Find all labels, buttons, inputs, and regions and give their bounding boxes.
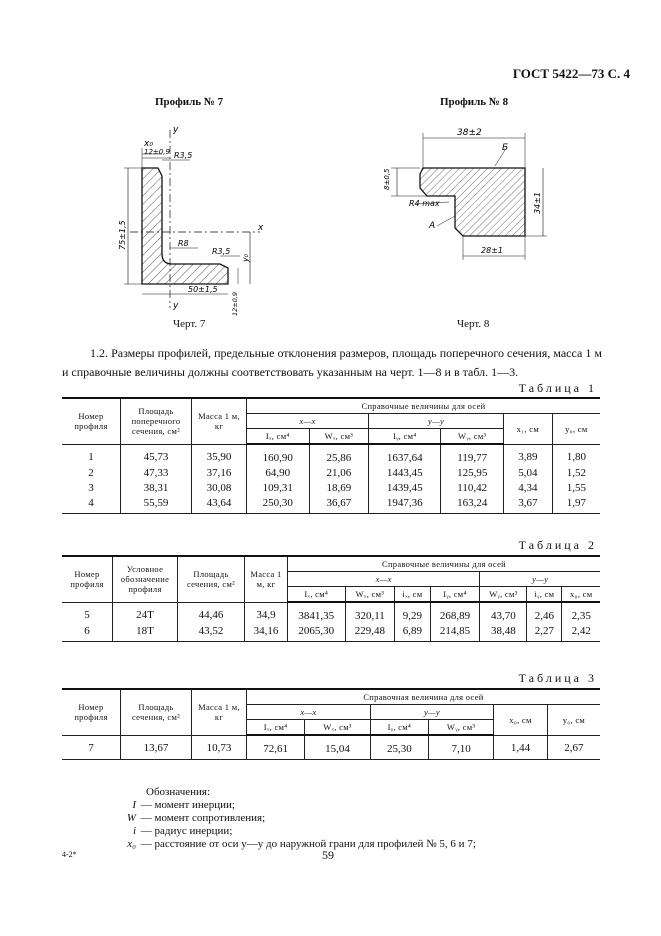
- table-cell: 38,48: [480, 623, 527, 642]
- table-cell: 2,67: [547, 735, 600, 760]
- t2-header-yy: y—y: [480, 572, 600, 587]
- table-cell: 9,29: [395, 602, 430, 623]
- table-cell: 2,35: [562, 602, 600, 623]
- profile-8-radius-label: R4 max: [409, 199, 440, 208]
- profile-7-top-radius: R3,5: [174, 151, 193, 160]
- profile-8-top-dimension: 38±2: [457, 128, 482, 138]
- t1-header-mass: Масса 1 м, кг: [192, 398, 247, 444]
- figure-7-caption: Черт. 7: [173, 318, 206, 330]
- t1-header-wy: Wᵧ, см³: [441, 429, 504, 445]
- profile-7-flange-radius: R3,5: [212, 247, 231, 256]
- t1-header-wx: Wₓ, см³: [309, 429, 369, 445]
- table-cell: 1,55: [552, 480, 600, 495]
- table-cell: 2,27: [527, 623, 562, 642]
- table-cell: 125,95: [441, 465, 504, 480]
- table-2: [62, 555, 600, 642]
- t1-header-reference: Справочные величины для осей: [247, 398, 601, 414]
- table-1-title: Таблица 1: [518, 381, 597, 395]
- t2-header-wx: Wₓ, см³: [345, 587, 395, 603]
- table-cell: 6,89: [395, 623, 430, 642]
- profile-7-x0-label: x₀: [144, 139, 153, 149]
- t2-header-wy: Wᵧ, см³: [480, 587, 527, 603]
- table-cell: 119,77: [441, 444, 504, 465]
- paragraph-1-2: 1.2. Размеры профилей, предельные отклонения размеров, площадь поперечного сечения, масса 1 м и справочные величины должны соответствовать указанным на черт. 1—8 и в табл. 1—3.: [62, 346, 602, 379]
- table-cell: 2,42: [562, 623, 600, 642]
- table-cell: 25,30: [370, 735, 428, 760]
- legend-text: — расстояние от оси y—y до наружной грани для профилей № 5, 6 и 7;: [140, 838, 476, 850]
- table-cell: 30,08: [192, 480, 247, 495]
- table-cell: 3,89: [504, 444, 553, 465]
- legend-item: [120, 799, 476, 812]
- profile-7-top-dimension: 12±0,9: [144, 148, 170, 156]
- table-cell: 320,11: [345, 602, 395, 623]
- table-cell: 15,04: [305, 735, 371, 760]
- table-cell: 38,31: [121, 480, 192, 495]
- profile-8-left-dimension: 8±0,5: [383, 168, 391, 190]
- table-cell: 4,34: [504, 480, 553, 495]
- t1-header-y0: y₀, см: [552, 414, 600, 445]
- table-cell: 1637,64: [369, 444, 441, 465]
- table-cell: 37,16: [192, 465, 247, 480]
- table-cell: 1: [88, 451, 94, 464]
- table-row: [62, 495, 600, 514]
- table-cell: 43,52: [178, 623, 245, 642]
- t3-header-iy: Iᵧ, см⁴: [370, 720, 428, 736]
- legend-item: [120, 838, 476, 851]
- profile-8-label-b: Б: [502, 143, 509, 153]
- t3-header-y0: y₀, см: [547, 705, 600, 736]
- table-cell: 1,44: [494, 735, 548, 760]
- t3-header-area: Площадь сечения, см²: [121, 689, 192, 735]
- table-cell: 1,97: [552, 495, 600, 514]
- table-cell: 229,48: [345, 623, 395, 642]
- document-header: ГОСТ 5422—73 С. 4: [512, 66, 630, 81]
- profile-7-bottom-dimension: 12±0,9: [231, 291, 239, 316]
- t2-header-rx: iₓ, см: [395, 587, 430, 603]
- table-cell: 214,85: [430, 623, 480, 642]
- t2-header-area: Площадь сечения, см²: [178, 556, 245, 602]
- legend-text: — момент инерции;: [140, 799, 235, 811]
- footer-signature: 4-2*: [62, 850, 77, 859]
- t3-header-x0: x₀, см: [494, 705, 548, 736]
- table-cell: 2,46: [527, 602, 562, 623]
- figure-8-caption: Черт. 8: [457, 318, 490, 330]
- profile-7-section: [142, 168, 231, 284]
- t2-header-iy: Iᵧ, см⁴: [430, 587, 480, 603]
- table-row: [62, 465, 600, 480]
- table-cell: 36,67: [309, 495, 369, 514]
- profile-8-height-dimension: 34±1: [533, 192, 542, 214]
- t2-header-mass: Масса 1 м, кг: [245, 556, 288, 602]
- profile-7-width-dimension: 50±1,5: [188, 285, 218, 294]
- profile-7-title: Профиль № 7: [155, 96, 224, 108]
- t3-header-xx: x—x: [247, 705, 371, 720]
- t2-header-x0: x₀, см: [562, 587, 600, 603]
- table-3: [62, 688, 600, 760]
- table-cell: 18,69: [309, 480, 369, 495]
- profile-8-label-a: А: [429, 221, 436, 231]
- page-number: 59: [322, 848, 334, 862]
- profile-7-drawing: [110, 118, 280, 318]
- table-cell: 43,70: [480, 602, 527, 623]
- table-cell: 109,31: [247, 480, 310, 495]
- table-cell: 160,90: [247, 444, 310, 465]
- table-cell: 250,30: [247, 495, 310, 514]
- table-cell: 3,67: [504, 495, 553, 514]
- table-row: [62, 735, 600, 760]
- table-cell: 25,86: [309, 444, 369, 465]
- profile-7-height-dimension: 75±1,5: [118, 220, 127, 250]
- table-cell: 3: [88, 481, 94, 494]
- table-cell: 10,73: [192, 735, 247, 760]
- t2-header-designation: Условное обозначение профиля: [113, 556, 178, 602]
- t3-header-number: Номер профиля: [62, 689, 121, 735]
- profile-8-bottom-dimension: 28±1: [481, 246, 503, 255]
- table-cell: 44,46: [178, 602, 245, 623]
- table-1: [62, 397, 600, 514]
- table-cell: 21,06: [309, 465, 369, 480]
- table-cell: 5,04: [504, 465, 553, 480]
- legend-symbol: I: [132, 799, 136, 811]
- table-2-title: Таблица 2: [518, 538, 597, 552]
- profile-8-title: Профиль № 8: [440, 96, 509, 108]
- table-cell: 18Т: [113, 623, 178, 642]
- t3-header-yy: y—y: [370, 705, 493, 720]
- table-cell: 72,61: [247, 735, 305, 760]
- table-cell: 110,42: [441, 480, 504, 495]
- table-cell: 24Т: [113, 602, 178, 623]
- profile-7-y0-label: y₀: [241, 254, 250, 262]
- table-cell: 64,90: [247, 465, 310, 480]
- t2-header-ry: iᵧ, см: [527, 587, 562, 603]
- table-cell: 268,89: [430, 602, 480, 623]
- table-cell: 7,10: [428, 735, 493, 760]
- table-cell: 1947,36: [369, 495, 441, 514]
- table-cell: 5: [84, 609, 90, 622]
- table-cell: 47,33: [121, 465, 192, 480]
- t2-header-xx: x—x: [288, 572, 480, 587]
- profile-7-y-label: y: [173, 125, 179, 135]
- t3-header-wy: Wᵧ, см³: [428, 720, 493, 736]
- profile-7-inner-radius: R8: [178, 239, 189, 248]
- legend-title: Обозначения:: [146, 786, 211, 798]
- table-cell: 1,80: [552, 444, 600, 465]
- t2-header-reference: Справочные величины для осей: [288, 556, 601, 572]
- t1-header-area: Площадь поперечного сечения, см²: [121, 398, 192, 444]
- table-cell: 45,73: [121, 444, 192, 465]
- table-cell: 35,90: [192, 444, 247, 465]
- profile-8-drawing: [375, 118, 565, 268]
- t1-header-yy: y—y: [369, 414, 504, 429]
- table-cell: 4: [62, 495, 121, 514]
- table-cell: 34,16: [245, 623, 288, 642]
- table-cell: 13,67: [121, 735, 192, 760]
- legend-item: [120, 825, 476, 838]
- table-cell: 34,9: [245, 602, 288, 623]
- table-cell: 6: [62, 623, 113, 642]
- t2-header-number: Номер профиля: [62, 556, 113, 602]
- table-3-title: Таблица 3: [518, 671, 597, 685]
- t1-header-x1: x₁, см: [504, 414, 553, 445]
- table-row: [62, 623, 600, 642]
- t1-header-xx: x—x: [247, 414, 369, 429]
- table-row: [62, 602, 600, 623]
- table-cell: 163,24: [441, 495, 504, 514]
- t2-header-ix: Iₓ, см⁴: [288, 587, 346, 603]
- table-cell: 1439,45: [369, 480, 441, 495]
- legend-text: — радиус инерции;: [140, 825, 233, 837]
- t1-header-ix: Iₓ, см⁴: [247, 429, 310, 445]
- table-row: [62, 480, 600, 495]
- table-cell: 2: [88, 466, 94, 479]
- table-cell: 7: [62, 735, 121, 760]
- t1-header-number: Номер профиля: [62, 398, 121, 444]
- t1-header-iy: Iᵧ, см⁴: [369, 429, 441, 445]
- table-cell: 3841,35: [288, 602, 346, 623]
- table-cell: 55,59: [121, 495, 192, 514]
- table-row: [62, 444, 600, 465]
- t3-header-reference: Справочная величина для осей: [247, 689, 601, 705]
- legend: [120, 786, 476, 851]
- t3-header-wx: Wₓ, см³: [305, 720, 371, 736]
- profile-7-x-label: x: [258, 223, 264, 233]
- legend-text: — момент сопротивления;: [140, 812, 266, 824]
- table-cell: 1,52: [552, 465, 600, 480]
- legend-item: [120, 812, 476, 825]
- table-cell: 1443,45: [369, 465, 441, 480]
- legend-symbol: i: [132, 825, 136, 837]
- table-cell: 43,64: [192, 495, 247, 514]
- profile-7-y-bottom-label: y: [173, 301, 179, 311]
- table-cell: 2065,30: [288, 623, 346, 642]
- t3-header-mass: Масса 1 м, кг: [192, 689, 247, 735]
- legend-symbol: W: [126, 812, 136, 824]
- t3-header-ix: Iₓ, см⁴: [247, 720, 305, 736]
- legend-symbol: x₀: [127, 838, 136, 850]
